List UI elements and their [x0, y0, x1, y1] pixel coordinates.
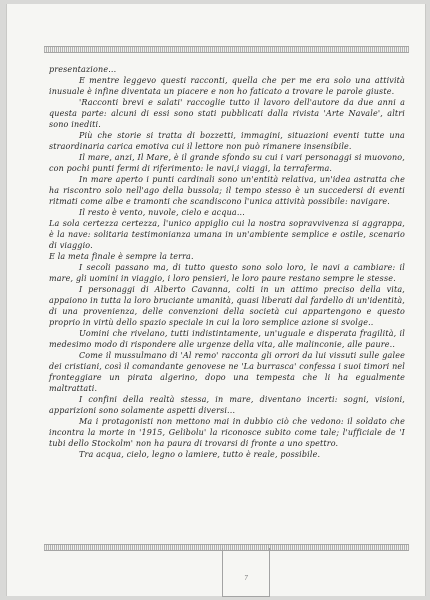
paragraph: Come il mussulmano di 'Al remo' racconta gli orrori da lui vissuti sulle galee dei cristiani, così il comandante genovese ne 'La burrasca' confessa i suoi timori nel fronteggiare un pirata algerino, dopo una tempesta che li ha egualmente maltrattati. [49, 351, 405, 393]
top-decorative-rule [44, 46, 409, 53]
paragraph: I secoli passano ma, di tutto questo sono solo loro, le navi a cambiare: il mare, gli uomini in viaggio, i loro pensieri, le loro paure restano sempre le stesse. [49, 263, 405, 283]
paragraph: 'Racconti brevi e salati' raccoglie tutto il lavoro dell'autore da due anni a questa parte: alcuni di essi sono stati pubblicati dalla rivista 'Arte Navale', altri sono inediti. [49, 98, 405, 129]
paragraph: Il resto è vento, nuvole, cielo e acqua... [79, 208, 245, 217]
page-number: 7 [244, 575, 248, 582]
paragraph: Uomini che rivelano, tutti indistintamente, un'uguale e disperata fragilità, il medesimo modo di rispondere alle urgenze della vita, alle malinconie, alle paure.. [49, 329, 405, 349]
paragraph: I confini della realtà stessa, in mare, diventano incerti: sogni, visioni, apparizioni sono solamente aspetti diversi... [49, 395, 405, 415]
paragraph: Tra acqua, cielo, legno o lamiere, tutto è reale, possibile. [79, 450, 321, 459]
paragraph: I personaggi di Alberto Cavanna, colti in un attimo preciso della vita, appaiono in tutta la loro bruciante umanità, quasi liberati dal fardello di un'identità, di una provenienza, delle convenzioni della società cui appartengono e questo proprio in virtù dello spazio speciale in cui la loro semplice azione si svolge.. [49, 285, 405, 327]
paragraph: Più che storie si tratta di bozzetti, immagini, situazioni eventi tutte una straordinaria carica emotiva cui il lettore non può rimanere insensibile. [49, 131, 405, 151]
page-number-tab [222, 548, 270, 597]
paragraph: La sola certezza certezza, l'unico appiglio cui la nostra sopravvivenza si aggrappa, è la nave: solitaria testimonianza umana in un'ambiente semplice e ostile, scenario di viaggio. [49, 219, 405, 250]
paragraph: Il mare, anzi, Il Mare, è il grande sfondo su cui i vari personaggi si muovono, con pochi punti fermi di riferimento: le navi,i viaggi, la terraferma. [49, 153, 405, 173]
paragraph: Ma i protagonisti non mettono mai in dubbio ciò che vedono: il soldato che incontra la morte in '1915, Gelibolu' la riconosce subito come tale; l'ufficiale de 'I tubi dello Stockolm' non ha paura di trovarsi di fronte a uno spettro. [49, 417, 405, 448]
paragraph: E la meta finale è sempre la terra. [49, 252, 194, 261]
paragraph: E mentre leggevo questi racconti, quella che per me era solo una attività inusuale è infine diventata un piacere e non ho faticato a trovare le parole giuste. [49, 76, 405, 96]
page-sheet [6, 4, 426, 596]
paragraph: In mare aperto i punti cardinali sono un'entità relativa, un'idea astratta che ha riscontro solo nell'ago della bussola; il tempo stesso è un succedersi di eventi ritmati come albe e tramonti che scandiscono l'unica attività possibile: navigare. [49, 175, 405, 206]
body-text [49, 64, 405, 460]
paragraph: presentazione... [49, 65, 117, 74]
